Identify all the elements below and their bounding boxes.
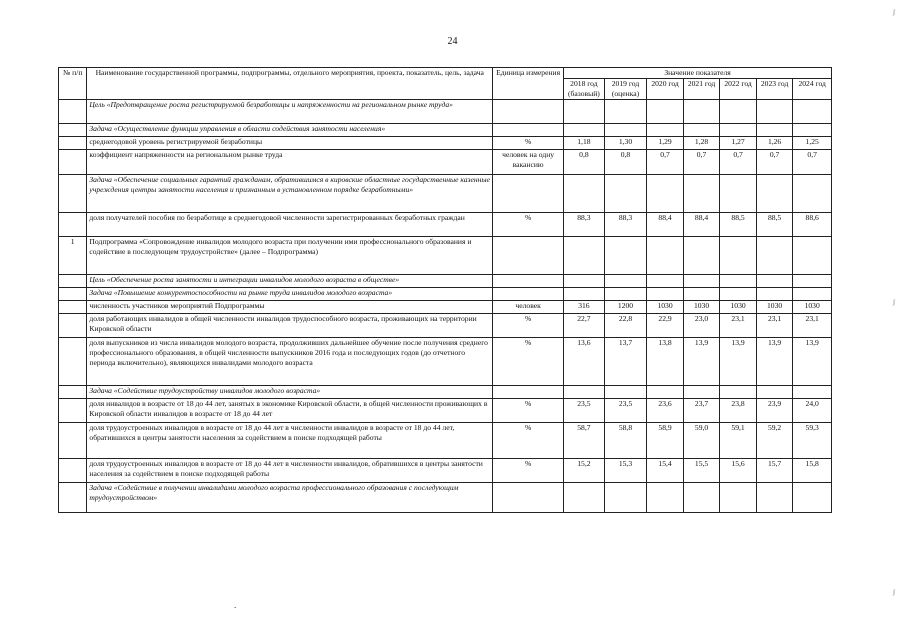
row-value-cell [720,175,757,213]
row-value-cell: 23,8 [720,399,757,423]
row-value-cell: 88,5 [756,213,793,237]
row-value-cell [793,288,832,301]
row-name-cell: численность участников мероприятий Подпрограммы [87,301,493,314]
row-value-cell: 15,3 [604,459,647,483]
row-number-cell [59,399,87,423]
table-row [59,483,832,513]
row-value-cell: 58,7 [564,423,605,459]
row-value-cell: 13,6 [564,338,605,386]
row-value-cell: 22,9 [647,314,684,338]
year-header: 2023 год [756,79,793,100]
table-row [59,275,832,288]
row-value-cell [756,175,793,213]
row-value-cell: 1,29 [647,137,684,150]
table-row [59,314,832,338]
row-value-cell [793,175,832,213]
row-value-cell [756,483,793,513]
row-value-cell: 0,8 [604,150,647,175]
row-value-cell: 59,2 [756,423,793,459]
row-number-cell [59,175,87,213]
table-row [59,459,832,483]
row-value-cell: 13,9 [793,338,832,386]
row-value-cell [720,275,757,288]
row-value-cell [604,275,647,288]
table-row [59,150,832,175]
row-value-cell: 24,0 [793,399,832,423]
row-number-cell [59,275,87,288]
row-value-cell [756,237,793,275]
table-row [59,338,832,386]
row-number-cell [59,213,87,237]
row-unit-cell: % [493,399,564,423]
table-row [59,237,832,275]
row-value-cell [647,386,684,399]
row-value-cell: 59,3 [793,423,832,459]
row-value-cell: 23,5 [604,399,647,423]
row-unit-cell [493,275,564,288]
row-value-cell [793,483,832,513]
row-value-cell [793,386,832,399]
row-value-cell: 0,8 [564,150,605,175]
table-row [59,137,832,150]
table-row [59,399,832,423]
row-name-cell: Задача «Содействие трудоустройству инвалидов молодого возраста» [87,386,493,399]
row-value-cell: 13,8 [647,338,684,386]
row-value-cell: 1,25 [793,137,832,150]
row-value-cell [647,175,684,213]
row-value-cell [720,237,757,275]
year-header: 2020 год [647,79,684,100]
table-row [59,175,832,213]
row-name-cell: Задача «Повышение конкурентоспособности на рынке труда инвалидов молодого возраста» [87,288,493,301]
page-number: 24 [447,36,458,47]
row-value-cell: 58,9 [647,423,684,459]
year-header: 2022 год [720,79,757,100]
row-name-cell: Подпрограмма «Сопровождение инвалидов молодого возраста при получении ими профессионального образования и содействие в последующем трудоустройстве» (далее – Подпрограмма) [87,237,493,275]
row-unit-cell [493,483,564,513]
row-unit-cell [493,288,564,301]
edge-mark-middle: ʃ [893,300,895,306]
row-unit-cell [493,237,564,275]
row-value-cell [647,483,684,513]
row-value-cell [720,100,757,124]
row-value-cell [683,288,720,301]
row-value-cell [647,237,684,275]
col-number-header: № п/п [59,68,87,100]
row-value-cell [647,275,684,288]
col-values-header: Значение показателя [564,68,832,79]
row-number-cell [59,483,87,513]
row-value-cell: 1,18 [564,137,605,150]
row-value-cell: 88,5 [720,213,757,237]
row-value-cell [756,386,793,399]
year-header: 2019 год (оценка) [604,79,647,100]
row-unit-cell [493,100,564,124]
row-value-cell: 88,4 [647,213,684,237]
row-value-cell: 23,6 [647,399,684,423]
row-value-cell [756,124,793,137]
row-value-cell [604,175,647,213]
row-unit-cell: % [493,423,564,459]
row-number-cell [59,314,87,338]
row-name-cell: доля трудоустроенных инвалидов в возрасте от 18 до 44 лет в численности инвалидов в возрасте от 18 до 44 лет, обратившихся в центры занятости населения за содействием в поиске подходящей работы [87,423,493,459]
row-value-cell [564,124,605,137]
row-name-cell: доля инвалидов в возрасте от 18 до 44 лет, занятых в экономике Кировской области, в общей численности проживающих в Кировской области инвалидов в возрасте от 18 до 44 лет [87,399,493,423]
row-number-cell [59,386,87,399]
row-value-cell [604,100,647,124]
row-value-cell: 15,6 [720,459,757,483]
row-value-cell [683,175,720,213]
edge-mark-top: ʃ [893,10,895,16]
row-value-cell: 1030 [647,301,684,314]
row-value-cell: 23,7 [683,399,720,423]
row-value-cell [564,483,605,513]
row-value-cell [604,124,647,137]
row-value-cell [756,100,793,124]
table-row [59,213,832,237]
row-value-cell [604,288,647,301]
indicator-table [58,67,832,513]
row-value-cell [647,124,684,137]
row-number-cell [59,124,87,137]
row-value-cell [564,175,605,213]
row-value-cell: 23,1 [720,314,757,338]
row-value-cell: 13,7 [604,338,647,386]
row-name-cell: доля получателей пособия по безработице в среднегодовой численности зарегистрированных безработных граждан [87,213,493,237]
row-name-cell: Цель «Предотвращение роста регистрируемой безработицы и напряженности на региональном рынке труда» [87,100,493,124]
row-number-cell [59,459,87,483]
row-value-cell [756,275,793,288]
row-value-cell: 0,7 [756,150,793,175]
row-value-cell: 23,1 [793,314,832,338]
row-unit-cell: человек [493,301,564,314]
row-value-cell: 1,30 [604,137,647,150]
col-unit-header: Единица измерения [493,68,564,100]
row-value-cell [604,386,647,399]
table-row [59,423,832,459]
row-value-cell [720,288,757,301]
table-row [59,386,832,399]
row-value-cell: 88,3 [604,213,647,237]
row-unit-cell: % [493,213,564,237]
row-value-cell: 15,4 [647,459,684,483]
row-unit-cell: % [493,459,564,483]
row-value-cell: 22,7 [564,314,605,338]
edge-mark-bottom: ʃ [893,590,895,596]
year-header: 2024 год [793,79,832,100]
row-value-cell: 1030 [683,301,720,314]
row-name-cell: Задача «Обеспечение социальных гарантий гражданам, обратившимся в кировские областные государственные казенные учреждения центры занятости населения и признанным в установленном порядке безработными» [87,175,493,213]
row-name-cell: коэффициент напряженности на региональном рынке труда [87,150,493,175]
year-header: 2018 год (базовый) [564,79,605,100]
row-value-cell [564,100,605,124]
row-value-cell [793,237,832,275]
row-value-cell: 15,7 [756,459,793,483]
row-value-cell: 88,4 [683,213,720,237]
row-value-cell [564,288,605,301]
row-value-cell [756,288,793,301]
row-value-cell: 316 [564,301,605,314]
year-header: 2021 год [683,79,720,100]
row-value-cell: 13,9 [756,338,793,386]
row-unit-cell [493,175,564,213]
table-row [59,100,832,124]
row-number-cell [59,100,87,124]
row-value-cell: 0,7 [683,150,720,175]
row-value-cell: 59,0 [683,423,720,459]
row-value-cell: 1030 [793,301,832,314]
row-name-cell: Задача «Содействие в получении инвалидами молодого возраста профессионального образования с последующим трудоустройством» [87,483,493,513]
row-value-cell [604,483,647,513]
row-value-cell [647,100,684,124]
row-value-cell [564,275,605,288]
row-name-cell: доля выпускников из числа инвалидов молодого возраста, продолживших дальнейшее обучение после получения среднего профессионального образования, в общей численности выпускников 2016 года и последующих годов (до отчетного периода включительно), являющихся инвалидами молодого возраста [87,338,493,386]
row-value-cell: 1,27 [720,137,757,150]
row-value-cell: 23,5 [564,399,605,423]
row-value-cell: 15,5 [683,459,720,483]
row-value-cell [683,483,720,513]
row-value-cell [720,124,757,137]
row-value-cell: 1200 [604,301,647,314]
stray-dot: . [234,600,237,610]
row-name-cell: среднегодовой уровень регистрируемой безработицы [87,137,493,150]
row-value-cell: 1,28 [683,137,720,150]
row-value-cell: 13,9 [720,338,757,386]
row-unit-cell: % [493,137,564,150]
row-value-cell [604,237,647,275]
row-value-cell [564,237,605,275]
row-unit-cell [493,124,564,137]
row-unit-cell: % [493,314,564,338]
table-row [59,301,832,314]
row-name-cell: Цель «Обеспечение роста занятости и интеграции инвалидов молодого возраста в обществе» [87,275,493,288]
row-value-cell: 13,9 [683,338,720,386]
table-header-row [59,68,832,79]
row-number-cell [59,150,87,175]
table-body [59,100,832,513]
row-value-cell [720,386,757,399]
table-row [59,288,832,301]
row-value-cell: 23,0 [683,314,720,338]
row-number-cell [59,423,87,459]
row-value-cell [683,237,720,275]
row-name-cell: Задача «Осуществление функции управления в области содействия занятости населения» [87,124,493,137]
row-value-cell: 1030 [720,301,757,314]
table-row [59,124,832,137]
row-value-cell: 88,6 [793,213,832,237]
row-name-cell: доля трудоустроенных инвалидов в возрасте от 18 до 44 лет в численности инвалидов, обратившихся в центры занятости населения за содействием в поиске подходящей работы [87,459,493,483]
row-value-cell: 59,1 [720,423,757,459]
row-value-cell: 0,7 [647,150,684,175]
row-value-cell [720,483,757,513]
row-value-cell: 1030 [756,301,793,314]
row-value-cell: 15,8 [793,459,832,483]
row-value-cell [683,100,720,124]
row-value-cell: 15,2 [564,459,605,483]
row-value-cell [793,124,832,137]
row-value-cell: 23,1 [756,314,793,338]
row-unit-cell: человек на одну вакансию [493,150,564,175]
row-value-cell: 0,7 [793,150,832,175]
row-number-cell [59,288,87,301]
row-number-cell [59,301,87,314]
row-value-cell: 58,8 [604,423,647,459]
row-value-cell [793,275,832,288]
row-value-cell: 22,8 [604,314,647,338]
row-number-cell [59,137,87,150]
row-value-cell: 88,3 [564,213,605,237]
row-value-cell [564,386,605,399]
row-value-cell [683,386,720,399]
row-unit-cell: % [493,338,564,386]
row-value-cell [683,124,720,137]
row-value-cell: 0,7 [720,150,757,175]
row-unit-cell [493,386,564,399]
row-value-cell [683,275,720,288]
row-number-cell [59,338,87,386]
row-name-cell: доля работающих инвалидов в общей численности инвалидов трудоспособного возраста, проживающих на территории Кировской области [87,314,493,338]
row-number-cell: 1 [59,237,87,275]
row-value-cell: 1,26 [756,137,793,150]
row-value-cell: 23,9 [756,399,793,423]
row-value-cell [647,288,684,301]
col-name-header: Наименование государственной программы, подпрограммы, отдельного мероприятия, проекта, показатель, цель, задача [87,68,493,100]
row-value-cell [793,100,832,124]
